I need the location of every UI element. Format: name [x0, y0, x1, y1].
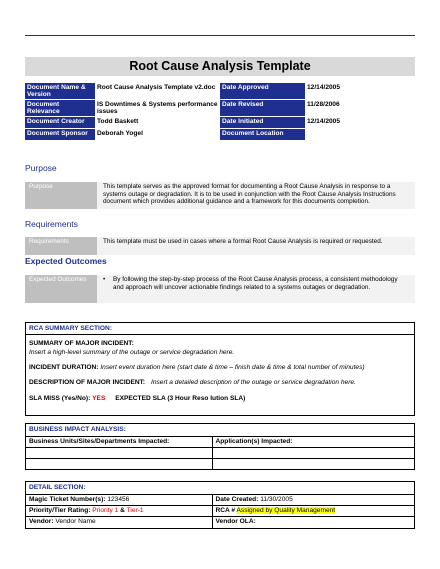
duration-label: INCIDENT DURATION:: [29, 364, 99, 371]
priority-cell: [26, 506, 212, 517]
sla-value: YES: [92, 395, 106, 402]
vendor-ola-cell: [212, 517, 414, 528]
table-row: [26, 448, 414, 459]
rca-number-cell: [212, 506, 414, 517]
expected-sla: EXPECTED SLA (3 Hour Reso lution SLA): [115, 395, 246, 402]
impact-cell: [212, 448, 414, 459]
page-title: Root Cause Analysis Template: [25, 57, 415, 76]
requirements-row: [25, 237, 415, 255]
priority-value: Priority 1: [92, 507, 119, 514]
meta-label: Document Name & Version: [25, 83, 95, 100]
outcomes-heading: Expected Outcomes: [25, 256, 107, 266]
impact-cell: [26, 459, 212, 470]
ticket-value: 123456: [107, 496, 130, 503]
meta-label: Date Initiated: [220, 117, 305, 129]
meta-value: Root Cause Analysis Template v2.doc: [97, 84, 216, 91]
purpose-text: This template serves as the approved format for documenting a Root Cause Analysis in response to a systems outage or degradation. It is to be used in conjunction with the Root Cause Analysis Instructions document which provides additional guidance and a framework for this documents completion.: [103, 183, 396, 206]
rca-number-value: Assigned by Quality Management: [236, 507, 336, 514]
outcomes-text: [97, 275, 415, 303]
requirements-heading: Requirements: [25, 219, 78, 229]
rca-number-label: RCA #: [215, 507, 236, 514]
meta-label: Date Approved: [220, 83, 305, 100]
meta-label: Document Creator: [25, 117, 95, 129]
duration-line: [26, 363, 414, 372]
business-impact-section: [25, 423, 415, 470]
impact-title: BUSINESS IMPACT ANALYSIS:: [26, 424, 414, 436]
priority-amp: &: [120, 507, 125, 514]
impact-cell: [26, 448, 212, 459]
sla-line: [26, 394, 414, 403]
rca-summary-section: [25, 322, 415, 416]
detail-table: [26, 494, 414, 528]
requirements-text: This template must be used in cases where a formal Root Cause Analysis is required or requested.: [103, 238, 383, 245]
table-row: [26, 459, 414, 470]
description-line: [26, 378, 414, 387]
meta-value: Todd Baskett: [97, 117, 139, 125]
impact-col1: Business Units/Sites/Departments Impacted:: [26, 437, 212, 448]
meta-row: [25, 100, 415, 117]
purpose-heading: Purpose: [25, 163, 57, 173]
purpose-row: [25, 182, 415, 209]
summary-label: SUMMARY OF MAJOR INCIDENT:: [29, 340, 134, 347]
impact-col2: Application(s) Impacted:: [212, 437, 414, 448]
outcomes-label: Expected Outcomes: [25, 275, 97, 303]
meta-row: [25, 117, 415, 129]
description-label: DESCRIPTION OF MAJOR INCIDENT:: [29, 379, 146, 386]
ticket-cell: [26, 495, 212, 506]
priority-label: Priority/Tier Rating:: [29, 507, 91, 514]
meta-value: IS Downtimes & Systems performance issues: [97, 100, 218, 115]
duration-text: Insert event duration here (start date & time – finish date & time & total number of minutes): [100, 364, 365, 371]
description-text: Insert a detailed description of the outage or service degradation here.: [150, 379, 356, 386]
meta-value: [305, 129, 415, 141]
meta-value: 12/14/2005: [307, 117, 341, 125]
detail-title: DETAIL SECTION:: [26, 482, 414, 494]
ticket-label: Magic Ticket Number(s):: [29, 496, 106, 503]
meta-label: Document Location: [220, 129, 305, 141]
sla-label: SLA MISS (Yes/No):: [29, 395, 91, 402]
detail-section: [25, 481, 415, 529]
meta-label: Document Sponsor: [25, 129, 95, 141]
meta-label: Document Relevance: [25, 100, 95, 117]
summary-text: Insert a high-level summary of the outage or service degradation here.: [29, 349, 235, 356]
meta-label: Date Revised: [220, 100, 305, 117]
impact-table: [26, 436, 414, 470]
vendor-value: Vendor Name: [55, 518, 96, 525]
meta-row: [25, 83, 415, 100]
vendor-ola-label: Vendor OLA:: [215, 518, 256, 525]
table-row: [26, 495, 414, 506]
meta-value: 11/28/2006: [307, 100, 340, 108]
purpose-label: Purpose: [25, 182, 97, 209]
meta-value: Deborah Yogel: [97, 129, 143, 137]
outcomes-bullet: • By following the step-by-step process of the Root Cause Analysis process, a consistent methodology and approach will uncover actionable findings related to a systems outages or degradation.: [103, 276, 409, 291]
meta-value: 12/14/2005: [307, 84, 341, 91]
date-value: 11/30/2005: [260, 496, 293, 503]
table-row: [26, 517, 414, 528]
table-row: [26, 506, 414, 517]
table-row: [26, 437, 414, 448]
tier-value: Tier-1: [126, 507, 144, 514]
outcomes-row: [25, 275, 415, 303]
vendor-cell: [26, 517, 212, 528]
document-meta-table: [25, 83, 415, 141]
meta-row: [25, 129, 415, 141]
date-label: Date Created:: [215, 496, 259, 503]
impact-cell: [212, 459, 414, 470]
rca-summary-title: RCA SUMMARY SECTION:: [26, 323, 414, 335]
date-cell: [212, 495, 414, 506]
vendor-label: Vendor:: [29, 518, 54, 525]
requirements-label: Requirements: [25, 237, 97, 255]
